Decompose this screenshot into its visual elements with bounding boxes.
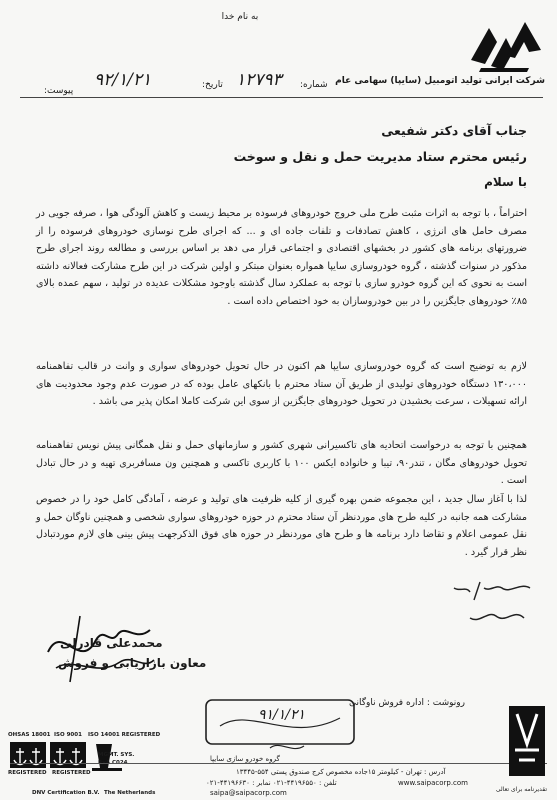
body-paragraph-1: احتراماً ، با توجه به اثرات مثبت طرح ملی خروج خودروهای فرسوده بر محیط زیست و کاهش آلودگی هوا ، صرفه جویی در مصرف حامل های انرژی ، کاهش تصادفات و تلفات جاده ای و ... که اجرای طرح نوسازی خودروهای فرسوده را از ضرورتهای برنامه های کشور در بخشهای اقتصادی و اجتماعی قرار می دهد بر اساس بررسی و مطالعه روند اجرای طرح مذکور در سنوات گذشته ، گروه خودروسازی سایپا همواره بعنوان مبتکر و اولین شرکت در این طرح مشارکت فعالانه داشته است به نحوی که این گروه خودرو سازی با توجه به عملکرد سال گذشته باوجود مشکلات عدیده در تولید ، سهم عمده بالای ۸۵٪ خودروهای جایگزین را در بین خودروسازان به خود اختصاص داده است . <box>36 208 527 307</box>
signatory-name: محمدعلی قادرلی <box>60 636 163 650</box>
footer-divider <box>10 763 547 764</box>
netherlands-label: The Netherlands <box>104 790 156 796</box>
company-name: شرکت ایرانی تولید اتومبیل (سایپا) سهامی عام <box>335 76 545 86</box>
signature-scribble-icon <box>40 612 160 692</box>
number-value: ۱۲۷۹۳ <box>236 70 282 90</box>
footer-email: saipa@saipacorp.com <box>210 789 287 797</box>
stamp-date: ۹۱/۱/۲۱ <box>258 707 306 723</box>
cc-label: رونوشت : اداره فروش ناوگانی <box>349 698 465 708</box>
date-label: تاریخ: <box>202 80 223 90</box>
addressee-title: رئیس محترم ستاد مدیریت حمل و نقل و سوخت <box>233 149 527 164</box>
dnv-cert-label: DNV Certification B.V. <box>32 790 100 796</box>
certification-logos <box>8 716 161 796</box>
body-paragraph-2: لازم به توضیح است که گروه خودروسازی سایپا هم اکنون در حال تحویل خودروهای سواری و وانت در قالب تفاهمنامه ۱۳۰،۰۰۰ دستگاه خودروهای تولیدی از طریق آن ستاد محترم با بانکهای عامل بوده که در صورت عدم وجود محدودیت های ارائه تسهیلات ، سرعت بخشیدن در تحویل خودروهای جایگزین از سوی این شرکت کاملا امکان پذیر می باشد . <box>36 361 527 407</box>
footer-group: گروه خودرو سازی سایپا <box>210 755 280 763</box>
salutation: با سلام <box>484 175 527 189</box>
mgmt-sys-label: MGMT. SYS. <box>98 752 135 758</box>
award-logo-caption: تقدیرنامه برای تعالی <box>495 786 547 793</box>
ohsas-label: OHSAS 18001 <box>8 732 51 738</box>
addressee-name: جناب آقای دکتر شفیعی <box>381 123 527 138</box>
excellence-award-logo-icon <box>507 704 547 784</box>
iso-9001-label: ISO 9001 <box>54 732 82 738</box>
saipa-logo-icon <box>467 8 545 74</box>
handwritten-note-icon <box>440 578 540 652</box>
footer-phone: تلفن : ۴۴۱۹۶۵۵۰-۰۲۱ نمابر : ۴۴۱۹۶۶۳۰-۰۲۱ <box>206 779 337 787</box>
footer-website: www.saipacorp.com <box>398 779 468 787</box>
header-divider <box>20 97 543 98</box>
footer-address: آدرس : تهران - کیلومتر ۱۵جاده مخصوص کرج صندوق پستی ۵۵۴-۱۳۴۴۵ <box>236 768 446 776</box>
body-paragraph-3: همچنین با توجه به درخواست اتحادیه های تاکسیرانی شهری کشور و سازمانهای حمل و نقل همگانی پیش نویس تفاهمنامه تحویل خودروهای مگان ، تندر۹۰، تیبا و خانواده ایکس ۱۰۰ با کاربری تاکسی و همچنین ون مسافربری تهیه و در حال تبادل است . <box>36 440 528 486</box>
received-stamp-icon <box>200 696 360 756</box>
signatory-title: معاون بازاریابی و فروش <box>58 656 207 670</box>
attachment-label: پیوست: <box>44 86 74 96</box>
number-label: شماره: <box>300 80 328 90</box>
date-value: ۹۲/۱/۲۱ <box>94 70 152 90</box>
registered-label-1: REGISTERED <box>8 770 47 776</box>
iso-14001-label: ISO 14001 REGISTERED <box>88 732 161 738</box>
registered-label-2: REGISTERED <box>52 770 91 776</box>
body-paragraph-4: لذا با آغاز سال جدید ، این مجموعه ضمن بهره گیری از کلیه ظرفیت های تولید و عرضه ، آمادگی کامل خود را در خصوص مشارکت همه جانبه در کلیه طرح های موردنظر آن ستاد محترم در حوزه خودروهای سواری شخصی و همچنین ناوگان حمل و نقل عمومی اعلام و تقاضا دارد برنامه ها و طرح های موردنظر در حوزه های فوق الذکرجهت پیش بینی های لازم موردتبادل نظر قرار گیرد . <box>36 494 527 558</box>
bismillah: به نام خدا <box>221 12 259 22</box>
